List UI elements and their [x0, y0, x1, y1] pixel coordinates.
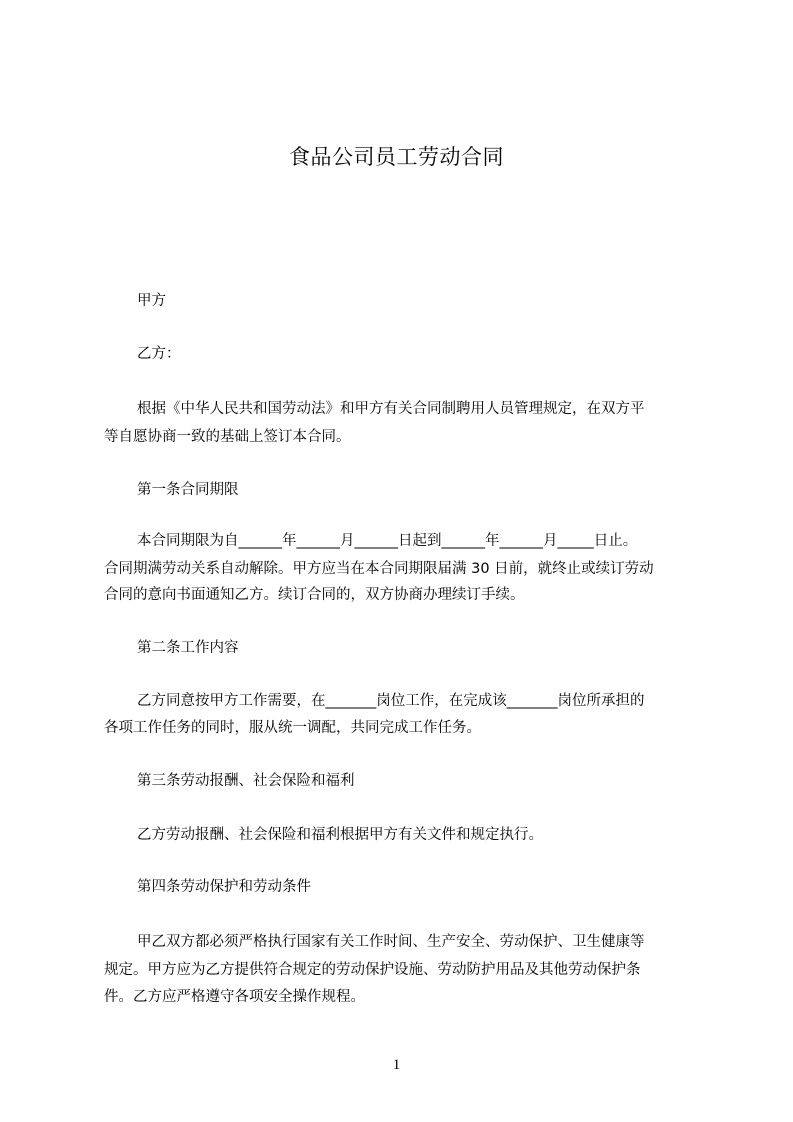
document-title: 食品公司员工劳动合同 [289, 145, 504, 169]
article-1-line: 合同的意向书面通知乙方。续订合同的，双方协商办理续订手续。 [104, 587, 525, 603]
article-2-line: 乙方同意按甲方工作需要，在_______岗位工作，在完成该_______岗位所承担的 [137, 693, 645, 709]
intro-line: 根据《中华人民共和国劳动法》和甲方有关合同制聘用人员管理规定，在双方平 [137, 401, 645, 417]
party-b-label: 乙方： [137, 346, 181, 362]
page-number: 1 [392, 1057, 401, 1073]
article-2-heading: 第二条工作内容 [137, 640, 239, 656]
article-4-heading: 第四条劳动保护和劳动条件 [137, 879, 311, 895]
article-4-line: 件。乙方应严格遵守各项安全操作规程。 [104, 989, 365, 1005]
article-3-heading: 第三条劳动报酬、社会保险和福利 [137, 773, 355, 789]
article-1-line: 合同期满劳动关系自动解除。甲方应当在本合同期限届满 30 日前，就终止或续订劳动 [104, 561, 654, 577]
article-3-line: 乙方劳动报酬、社会保险和福利根据甲方有关文件和规定执行。 [137, 827, 543, 843]
intro-line: 等自愿协商一致的基础上签订本合同。 [104, 429, 351, 445]
article-1-heading: 第一条合同期限 [137, 482, 239, 498]
article-2-line: 各项工作任务的同时，服从统一调配，共同完成工作任务。 [104, 720, 481, 736]
article-4-line: 规定。甲方应为乙方提供符合规定的劳动保护设施、劳动防护用品及其他劳动保护条 [104, 962, 641, 978]
article-4-line: 甲乙双方都必须严格执行国家有关工作时间、生产安全、劳动保护、卫生健康等 [137, 934, 645, 950]
party-a-label: 甲方 [137, 293, 166, 309]
article-1-line: 本合同期限为自______年______月______日起到______年______月_____日止。 [137, 533, 638, 549]
